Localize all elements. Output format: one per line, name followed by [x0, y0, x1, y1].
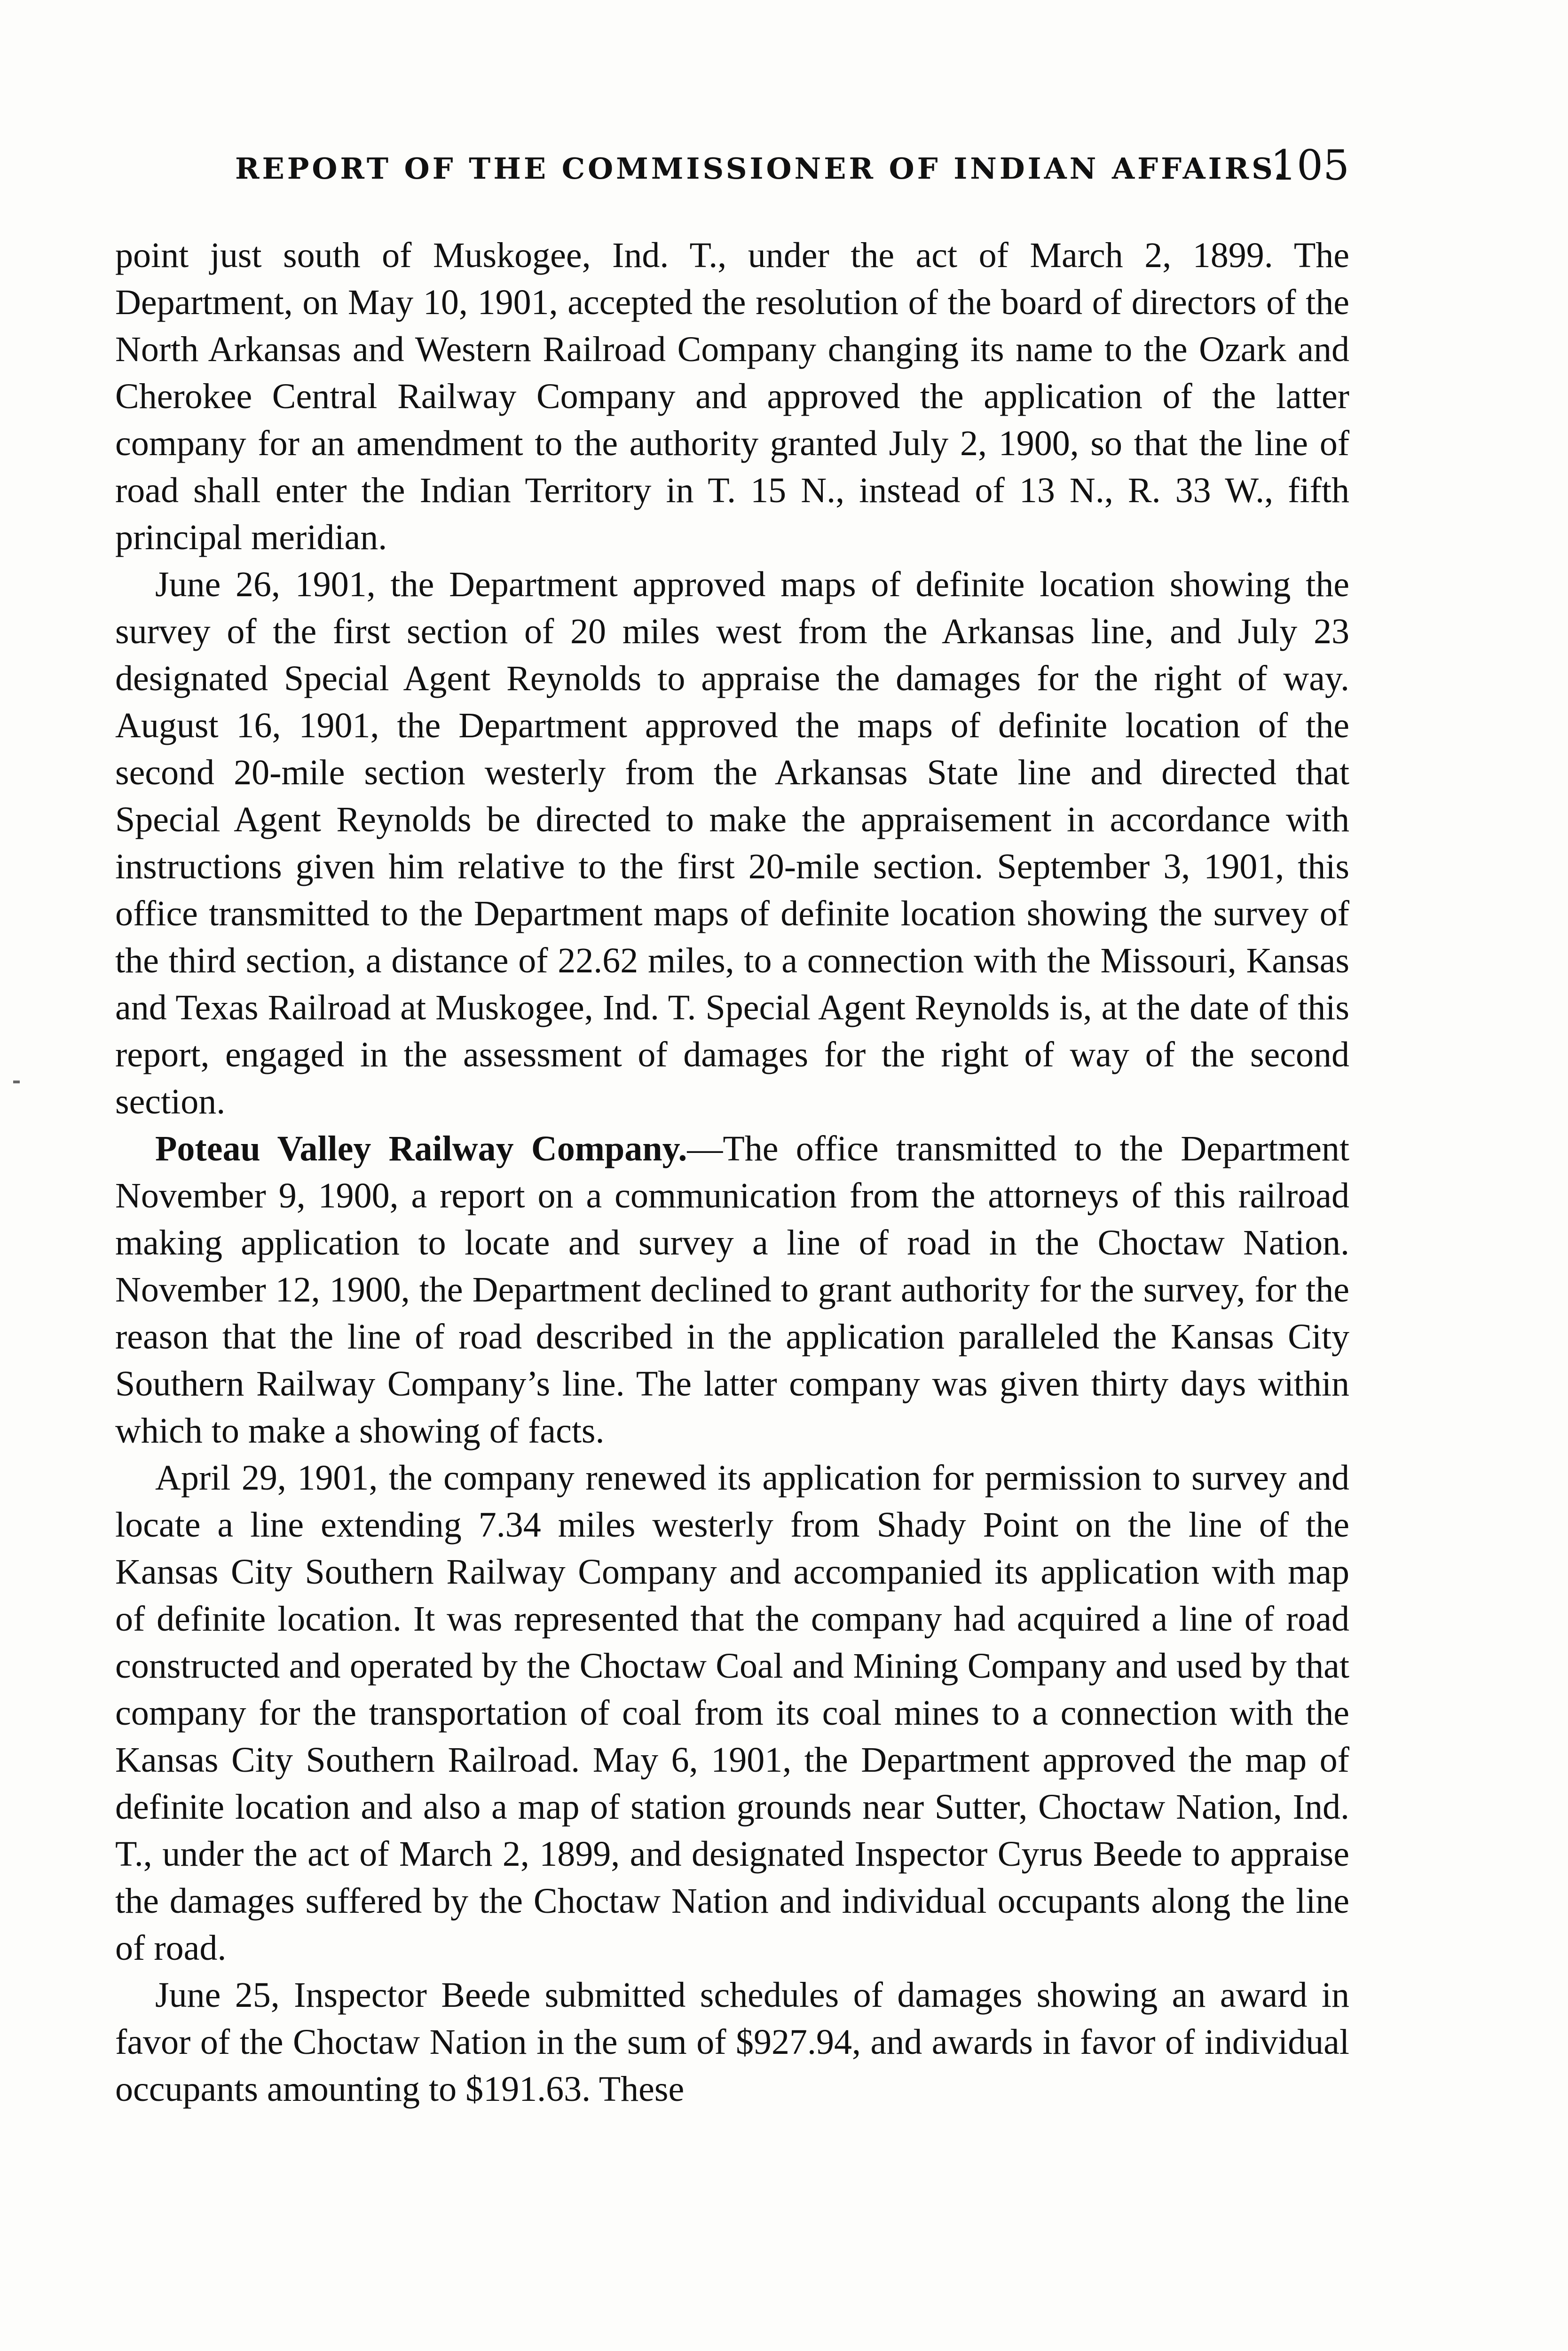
- margin-mark: [13, 1081, 20, 1083]
- paragraph-poteau-valley-text: —The office transmitted to the Department November 9, 1900, a report on a communication from the attorneys of this railroad making application to locate and survey a line of road in the Choctaw Nation. November 12, 1900, the Department declined to grant authority for the survey, for the reason that the line of road described in the application paralleled the Kansas City Southern Railway Company’s line. The latter company was given thirty days within which to make a showing of facts.: [115, 1129, 1349, 1451]
- paragraph-renewed-application: April 29, 1901, the company renewed its application for permission to survey and locate a line extending 7.34 miles westerly from Shady Point on the line of the Kansas City Southern Railway Company and accompanied its application with map of definite location. It was represented that the company had acquired a line of road constructed and operated by the Choctaw Coal and Mining Company and used by that company for the transportation of coal from its coal mines to a connection with the Kansas City Southern Railroad. May 6, 1901, the Department approved the map of definite location and also a map of station grounds near Sutter, Choctaw Nation, Ind. T., under the act of March 2, 1899, and designated Inspector Cyrus Beede to appraise the damages suffered by the Choctaw Nation and individual occupants along the line of road.: [115, 1458, 1349, 1968]
- paragraph-damage-schedules: June 25, Inspector Beede submitted schedules of damages showing an award in favor of the Choctaw Nation in the sum of $927.94, and awards in favor of individual occupants amounting to $191.63. These: [115, 1975, 1349, 2109]
- page-number: 105: [1270, 141, 1349, 189]
- paragraph-ozark-cherokee-continuation: point just south of Muskogee, Ind. T., under the act of March 2, 1899. The Department, on May 10, 1901, accepted the resolution of the board of directors of the North Arkansas and Western Railroad Company changing its name to the Ozark and Cherokee Central Railway Company and approved the application of the latter company for an amendment to the authority granted July 2, 1900, so that the line of road shall enter the Indian Territory in T. 15 N., instead of 13 N., R. 33 W., fifth principal meridian.: [115, 236, 1349, 557]
- section-heading-poteau-valley: Poteau Valley Railway Company.: [155, 1129, 687, 1168]
- paragraph-poteau-valley: [115, 1125, 1349, 1454]
- paragraph-maps-approval: June 26, 1901, the Department approved maps of definite location showing the survey of the first section of 20 miles west from the Arkansas line, and July 23 designated Special Agent Reynolds to appraise the damages for the right of way. August 16, 1901, the Department approved the maps of definite location of the second 20-mile section westerly from the Arkansas State line and directed that Special Agent Reynolds be directed to make the appraisement in accordance with instructions given him relative to the first 20-mile section. September 3, 1901, this office transmitted to the Department maps of definite location showing the survey of the third section, a distance of 22.62 miles, to a connection with the Missouri, Kansas and Texas Railroad at Muskogee, Ind. T. Special Agent Reynolds is, at the date of this report, engaged in the assessment of damages for the right of way of the second section.: [115, 565, 1349, 1121]
- running-header: [115, 141, 1349, 202]
- body-text: [115, 232, 1349, 2113]
- running-title: REPORT OF THE COMMISSIONER OF INDIAN AFFAIRS.: [235, 151, 1288, 186]
